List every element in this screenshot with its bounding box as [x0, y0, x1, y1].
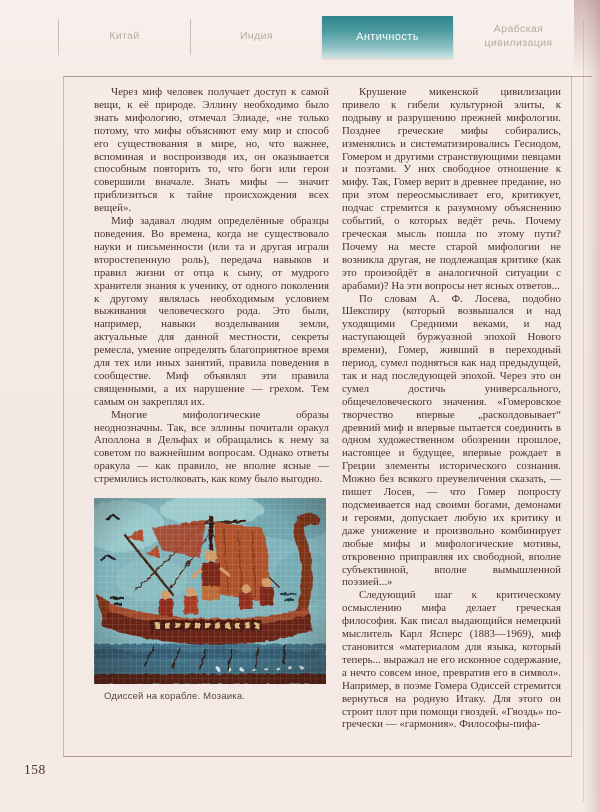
paragraph: По словам А. Ф. Лосева, подобно Шекспиру (который возвышался и над уходящими Средними веками, и над наступающей буржуазной эпохой Нового времени), Гомер, живший в переходный период, сумел подняться как над предыдущей, так и над последующей эпохой. Через это он сумел достичь универсального, общечеловеческого значения. «Гомеровское творчество впервые „расколдовывает“ древний миф и впервые пытается соединить в одном художественном обозрении прошлое, настоящее и будущее, впервые рождает в Греции элементы исторического сознания. Можно без всякого преувеличения сказать, — пишет Лосев, — что Гомер попросту подсмеивается над своими богами, демонами и героями, допускает любую их критику и даже унижение и произвольно комбинирует любые мифы и мифологические мотивы, откровенно приправляя их свободной, вполне субъективной, вполне вымышленной поэзией...» — [341, 292, 561, 589]
page-edge-shadow — [583, 0, 600, 812]
tab-arab-civilization[interactable]: Арабская цивилизация — [484, 23, 553, 49]
page-edge-line — [583, 20, 584, 802]
left-column — [94, 86, 329, 731]
tab-antiquity[interactable]: Античность — [322, 16, 453, 58]
page-number: 158 — [24, 762, 46, 777]
right-column — [342, 86, 561, 731]
page-edge-top-shadow — [574, 0, 600, 72]
mosaic-image — [94, 498, 326, 684]
paragraph: Следующий шаг к критическому осмыслению мифа делает греческая философия. Как писал выдающийся немецкий мыслитель Карл Ясперс (1883—1969), миф становится «материалом для языка, который теперь... выражал не его исконное содержание, а нечто совсем иное, превратив его в символ». Например, в поэме Гомера Одиссей стремится вернуться на родную Итаку. Для этого он строит плот при помощи гвоздей. «Гвоздь» по-гречески — «гармония». Философы-пифа- — [341, 589, 561, 731]
paragraph: Через миф человек получает доступ к самой вещи, к её природе. Эллину необходимо было знать мифологию, отмечал Элиаде, «не только потому, что мифы объясняют ему мир и способ его существования в мире, но, что важнее, вспоминая и воспроизводя их, он оказывается способным повторить то, что боги или герои совершили вначале. Знать мифы — значит приблизиться к тайне происхождения всех вещей». — [94, 86, 329, 215]
paragraph: Миф задавал людям определённые образцы поведения. Во времена, когда не существовало науки и письменности (или та и другая играли второстепенную роль), передача навыков и правил жизни от отца к сыну, от мудрого хранителя знания к ученику, от одного поколения к другому являлась необходимым условием выживания человеческого рода. Это были, например, навыки возделывания земли, актуальные для данной местности, секреты ремесла, умение определять благоприятное время для тех или иных занятий, правила поведения в сообществе. Миф объявлял эти правила священными, а их нарушение — грехом. Тем самым он закреплял их. — [94, 215, 329, 408]
paragraph: Многие мифологические образы неоднозначны. Так, все эллины почитали оракул Аполлона в Дельфах и обращались к нему за советом по важнейшим вопросам. Однако ответы оракула — как правило, не вполне ясные — стремились истолковать, как кому было выгодно. — [94, 408, 329, 486]
tab-india[interactable]: Индия — [239, 30, 274, 43]
paragraph: Крушение микенской цивилизации привело к гибели культурной элиты, к подрыву и разрушению прежней мифологии. Позднее греческие мифы собирались, изменялись и систематизировались Гесиодом, Гомером и другими странствующими певцами и поэтами. У них свободное отношение к мифу. Так, Гомер верит в древнее предание, но при этом переосмысливает его, критикует, подчас стремится к разумному объяснению событий, о которых ведёт речь. Почему греческая мысль пошла по этому пути? Почему на месте старой мифологии не возникла другая, не подлежащая критике (как это произойдёт в аналогичной ситуации с арабами)? На эти вопросы нет ясных ответов... — [341, 86, 561, 292]
mosaic-figure — [94, 498, 326, 704]
chapter-tab-bar — [58, 16, 584, 58]
figure-caption: Одиссей на корабле. Мозаика. — [104, 691, 246, 703]
tab-china[interactable]: Китай — [109, 30, 140, 43]
content-frame — [63, 76, 572, 757]
text-columns — [94, 86, 561, 731]
